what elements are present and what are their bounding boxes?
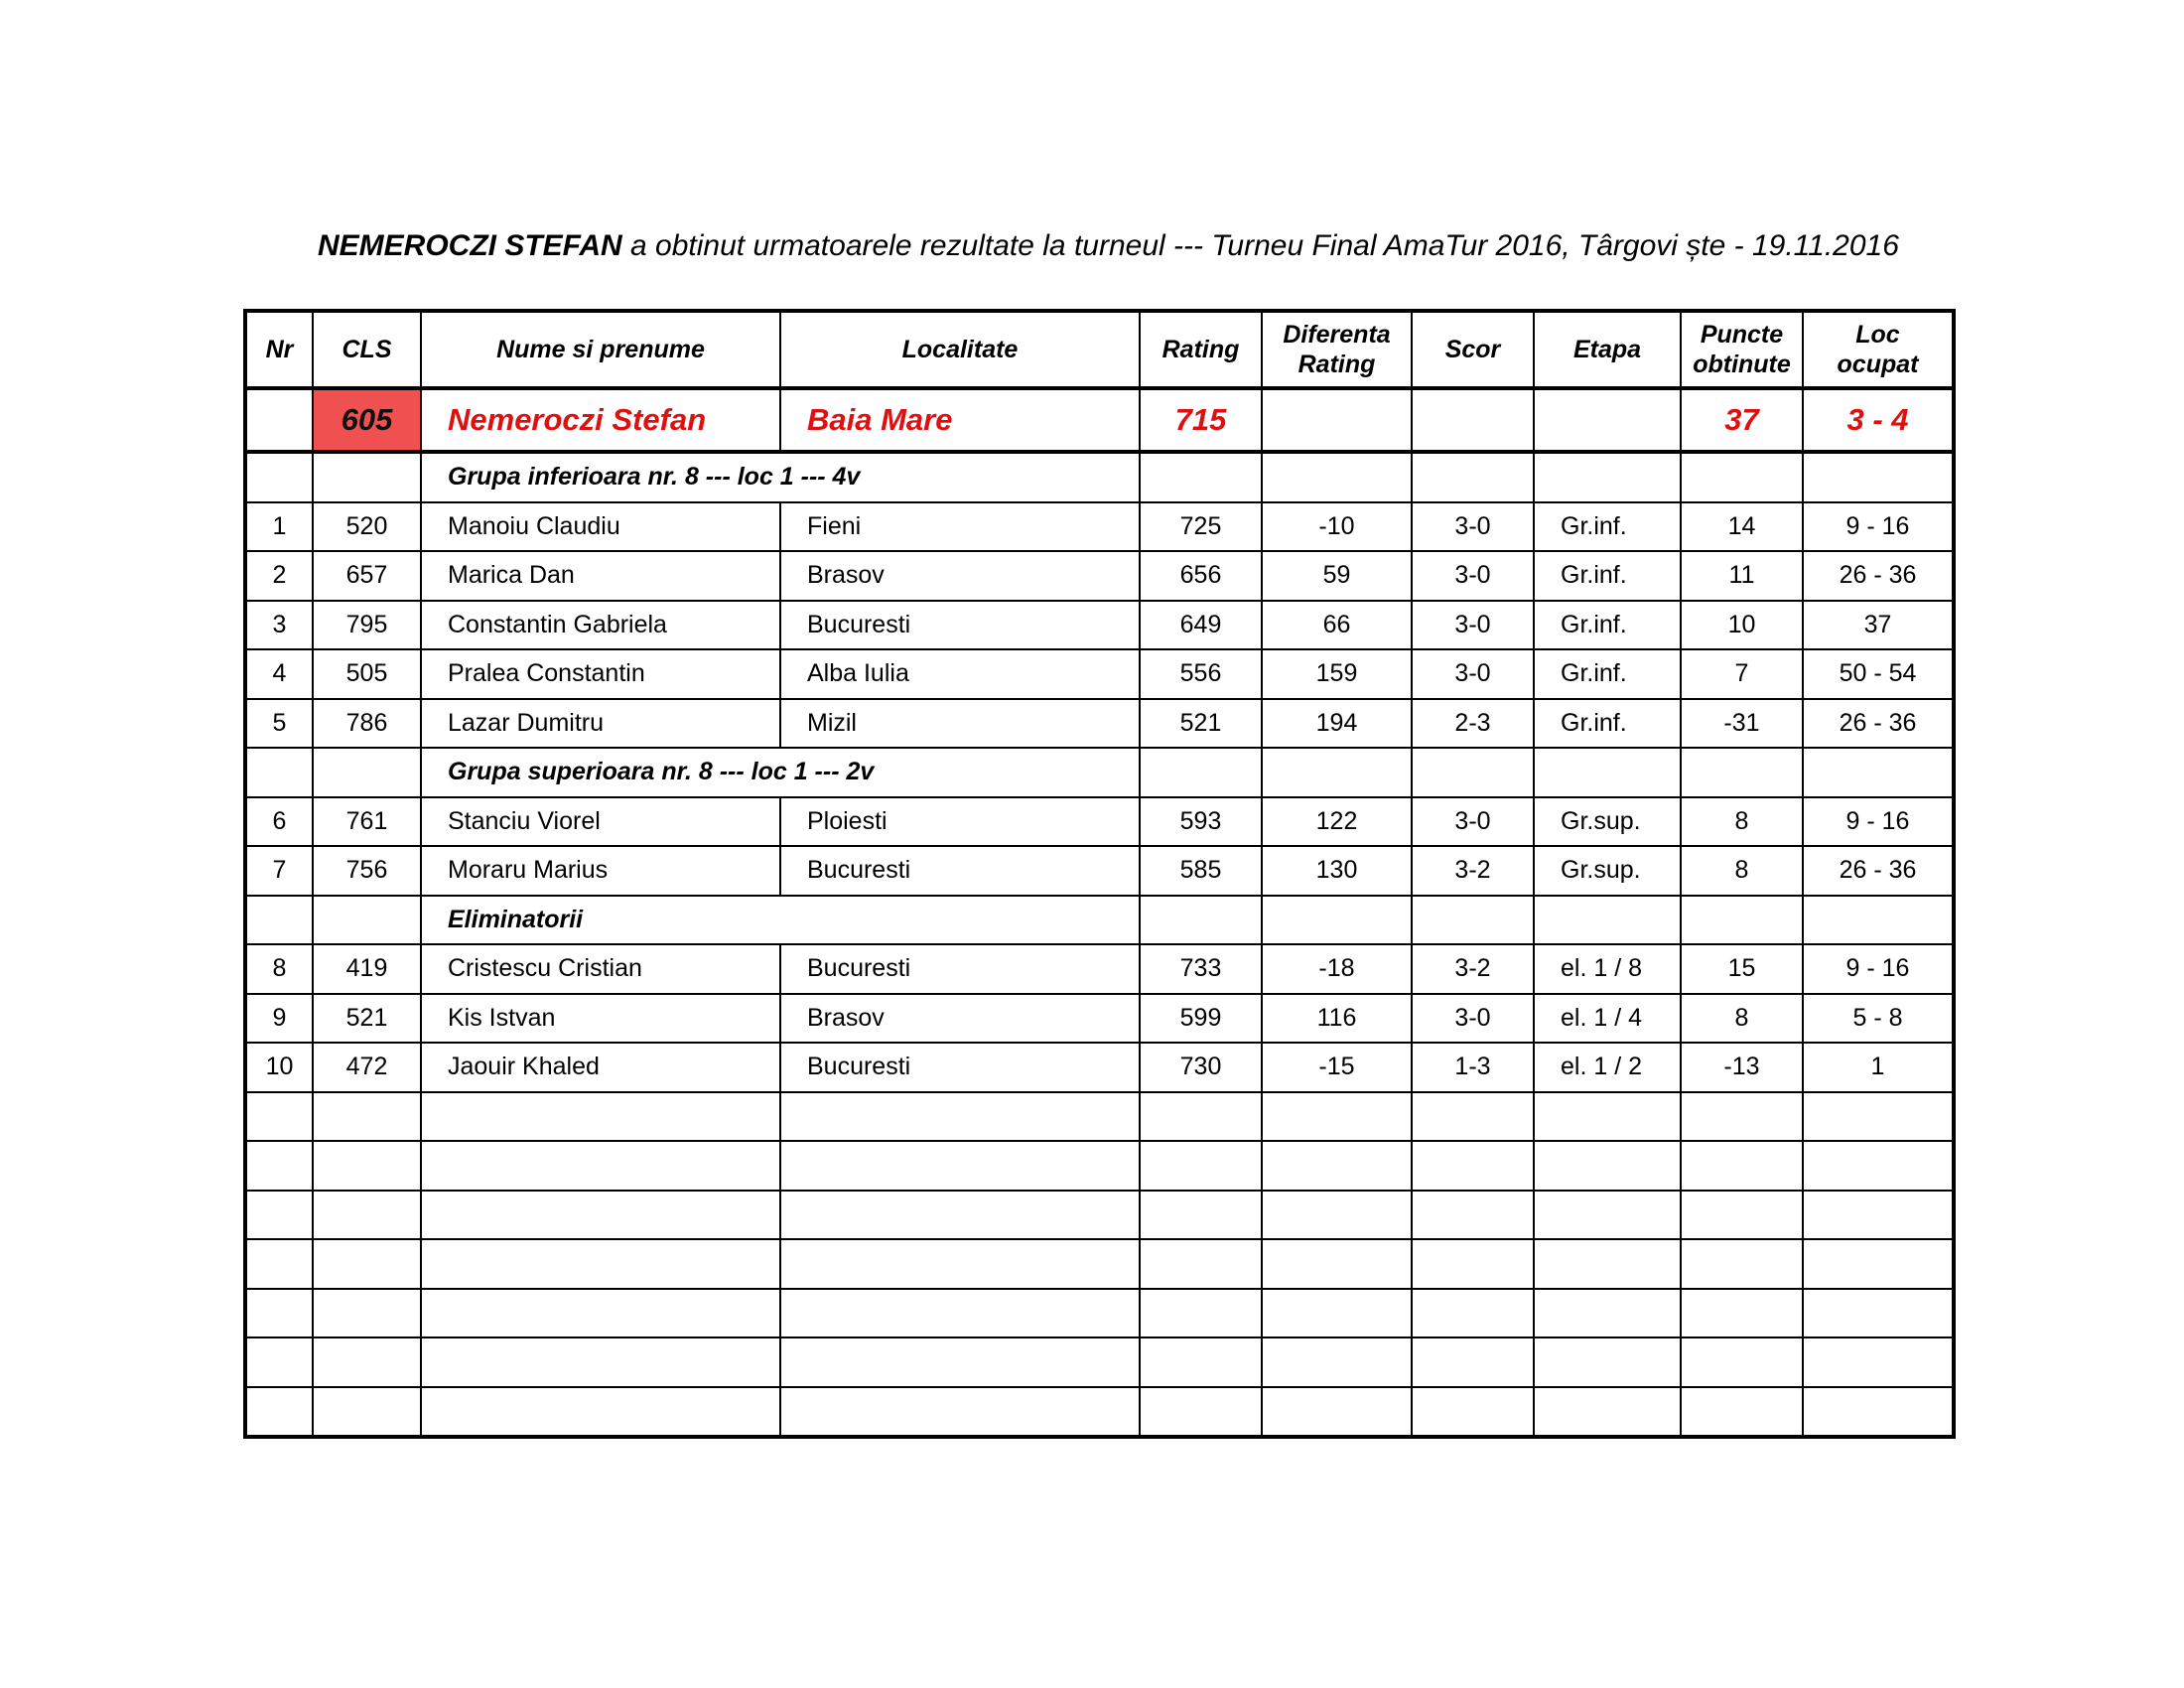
player-place: 3 - 4: [1803, 388, 1954, 452]
cell-locality: Bucuresti: [780, 1043, 1140, 1092]
cell-points: 7: [1681, 649, 1803, 699]
player-nr: [245, 388, 313, 452]
cell-nr: 1: [245, 502, 313, 552]
cell-cls: 505: [313, 649, 421, 699]
cell-place: 26 - 36: [1803, 551, 1954, 601]
empty-cell: [780, 1289, 1140, 1338]
empty-cell: [1681, 896, 1803, 945]
empty-cell: [1412, 1289, 1534, 1338]
cell-diff: 59: [1262, 551, 1412, 601]
cell-nr: 7: [245, 846, 313, 896]
empty-cell: [1681, 1239, 1803, 1289]
empty-cell: [1140, 1191, 1262, 1240]
empty-cell: [1681, 1191, 1803, 1240]
group-label: Grupa inferioara nr. 8 --- loc 1 --- 4v: [421, 452, 1140, 502]
cell-cls: 786: [313, 699, 421, 749]
empty-cell: [1412, 1191, 1534, 1240]
cell-diff: -15: [1262, 1043, 1412, 1092]
empty-cell: [1412, 452, 1534, 502]
cell-score: 3-0: [1412, 994, 1534, 1044]
empty-row: [245, 1092, 1954, 1142]
empty-cell: [1534, 1092, 1681, 1142]
cell-nr: 3: [245, 601, 313, 650]
cell-name: Kis Istvan: [421, 994, 780, 1044]
empty-cell: [1262, 1191, 1412, 1240]
empty-cell: [1681, 748, 1803, 797]
cell-diff: 130: [1262, 846, 1412, 896]
empty-cell: [1534, 1289, 1681, 1338]
cell-nr: 5: [245, 699, 313, 749]
cell-stage: Gr.sup.: [1534, 846, 1681, 896]
table-row: [245, 601, 1954, 650]
cell-locality: Alba Iulia: [780, 649, 1140, 699]
cell-stage: Gr.inf.: [1534, 601, 1681, 650]
cell-nr: 10: [245, 1043, 313, 1092]
header-diff: Diferenta Rating: [1262, 311, 1412, 388]
empty-cell: [780, 1092, 1140, 1142]
header-cls: CLS: [313, 311, 421, 388]
player-rating: 715: [1140, 388, 1262, 452]
player-stage: [1534, 388, 1681, 452]
cell-place: 1: [1803, 1043, 1954, 1092]
cell-cls: 521: [313, 994, 421, 1044]
cell-score: 3-0: [1412, 649, 1534, 699]
empty-cell: [1140, 1289, 1262, 1338]
empty-cell: [245, 1337, 313, 1387]
empty-cell: [313, 452, 421, 502]
cell-cls: 761: [313, 797, 421, 847]
empty-cell: [1681, 452, 1803, 502]
cell-points: 8: [1681, 797, 1803, 847]
cell-score: 3-0: [1412, 551, 1534, 601]
empty-cell: [245, 1191, 313, 1240]
cell-place: 9 - 16: [1803, 502, 1954, 552]
player-locality: Baia Mare: [780, 388, 1140, 452]
cell-cls: 520: [313, 502, 421, 552]
empty-cell: [1412, 896, 1534, 945]
empty-cell: [1262, 1239, 1412, 1289]
empty-cell: [313, 1191, 421, 1240]
player-row: [245, 388, 1954, 452]
cell-cls: 657: [313, 551, 421, 601]
empty-row: [245, 1289, 1954, 1338]
cell-stage: Gr.sup.: [1534, 797, 1681, 847]
results-table: [243, 309, 1956, 1439]
empty-cell: [313, 1239, 421, 1289]
cell-score: 2-3: [1412, 699, 1534, 749]
empty-row: [245, 1141, 1954, 1191]
group-label: Grupa superioara nr. 8 --- loc 1 --- 2v: [421, 748, 1140, 797]
empty-cell: [1803, 748, 1954, 797]
cell-stage: Gr.inf.: [1534, 699, 1681, 749]
cell-stage: Gr.inf.: [1534, 502, 1681, 552]
cell-points: -13: [1681, 1043, 1803, 1092]
empty-cell: [1803, 1092, 1954, 1142]
table-row: [245, 699, 1954, 749]
empty-cell: [1534, 1387, 1681, 1438]
cell-stage: el. 1 / 8: [1534, 944, 1681, 994]
cell-diff: 159: [1262, 649, 1412, 699]
cell-name: Cristescu Cristian: [421, 944, 780, 994]
empty-cell: [1262, 1141, 1412, 1191]
empty-cell: [1681, 1387, 1803, 1438]
header-rating: Rating: [1140, 311, 1262, 388]
cell-points: 15: [1681, 944, 1803, 994]
page-title: [318, 226, 1956, 266]
empty-cell: [421, 1239, 780, 1289]
empty-cell: [1262, 1387, 1412, 1438]
empty-cell: [1412, 1387, 1534, 1438]
cell-name: Constantin Gabriela: [421, 601, 780, 650]
cell-place: 9 - 16: [1803, 944, 1954, 994]
empty-cell: [780, 1239, 1140, 1289]
cell-diff: 116: [1262, 994, 1412, 1044]
empty-cell: [1412, 748, 1534, 797]
cell-cls: 795: [313, 601, 421, 650]
empty-cell: [1803, 1141, 1954, 1191]
cell-rating: 521: [1140, 699, 1262, 749]
empty-cell: [1803, 1337, 1954, 1387]
empty-cell: [313, 1337, 421, 1387]
cell-stage: Gr.inf.: [1534, 649, 1681, 699]
cell-rating: 593: [1140, 797, 1262, 847]
table-row: [245, 551, 1954, 601]
cell-score: 3-2: [1412, 846, 1534, 896]
cell-nr: 9: [245, 994, 313, 1044]
empty-cell: [780, 1191, 1140, 1240]
player-points: 37: [1681, 388, 1803, 452]
empty-cell: [1681, 1289, 1803, 1338]
empty-cell: [1803, 452, 1954, 502]
empty-cell: [245, 452, 313, 502]
cell-rating: 733: [1140, 944, 1262, 994]
empty-cell: [780, 1141, 1140, 1191]
table-row: [245, 797, 1954, 847]
cell-place: 37: [1803, 601, 1954, 650]
empty-cell: [1412, 1239, 1534, 1289]
empty-cell: [1534, 1141, 1681, 1191]
empty-cell: [1803, 1387, 1954, 1438]
empty-cell: [1140, 1337, 1262, 1387]
table-row: [245, 994, 1954, 1044]
cell-points: 8: [1681, 846, 1803, 896]
empty-cell: [1262, 452, 1412, 502]
cell-locality: Bucuresti: [780, 601, 1140, 650]
empty-cell: [1140, 1092, 1262, 1142]
empty-cell: [313, 748, 421, 797]
empty-cell: [1140, 1387, 1262, 1438]
cell-locality: Brasov: [780, 551, 1140, 601]
cell-locality: Ploiesti: [780, 797, 1140, 847]
cell-locality: Bucuresti: [780, 944, 1140, 994]
cell-nr: 4: [245, 649, 313, 699]
cell-rating: 556: [1140, 649, 1262, 699]
cell-rating: 599: [1140, 994, 1262, 1044]
cell-rating: 649: [1140, 601, 1262, 650]
cell-name: Pralea Constantin: [421, 649, 780, 699]
cell-place: 26 - 36: [1803, 846, 1954, 896]
table-row: [245, 846, 1954, 896]
empty-cell: [1681, 1141, 1803, 1191]
cell-score: 3-2: [1412, 944, 1534, 994]
empty-cell: [245, 1387, 313, 1438]
cell-name: Marica Dan: [421, 551, 780, 601]
empty-cell: [1534, 896, 1681, 945]
empty-cell: [1412, 1337, 1534, 1387]
cell-score: 1-3: [1412, 1043, 1534, 1092]
cell-name: Stanciu Viorel: [421, 797, 780, 847]
empty-cell: [421, 1191, 780, 1240]
empty-cell: [1681, 1092, 1803, 1142]
cell-nr: 8: [245, 944, 313, 994]
header-points: Puncte obtinute: [1681, 311, 1803, 388]
empty-cell: [313, 896, 421, 945]
cell-rating: 585: [1140, 846, 1262, 896]
empty-cell: [245, 1092, 313, 1142]
header-locality: Localitate: [780, 311, 1140, 388]
empty-cell: [1140, 452, 1262, 502]
empty-cell: [1412, 1141, 1534, 1191]
empty-cell: [1803, 896, 1954, 945]
empty-cell: [421, 1387, 780, 1438]
table-row: [245, 649, 1954, 699]
cell-diff: 122: [1262, 797, 1412, 847]
empty-cell: [313, 1141, 421, 1191]
player-cls: 605: [313, 388, 421, 452]
cell-place: 50 - 54: [1803, 649, 1954, 699]
cell-cls: 756: [313, 846, 421, 896]
cell-name: Lazar Dumitru: [421, 699, 780, 749]
header-nr: Nr: [245, 311, 313, 388]
cell-points: 8: [1681, 994, 1803, 1044]
empty-cell: [421, 1141, 780, 1191]
empty-cell: [245, 1289, 313, 1338]
table-row: [245, 944, 1954, 994]
empty-cell: [1262, 748, 1412, 797]
group-label: Eliminatorii: [421, 896, 1140, 945]
cell-locality: Mizil: [780, 699, 1140, 749]
cell-points: 10: [1681, 601, 1803, 650]
empty-cell: [313, 1387, 421, 1438]
cell-rating: 730: [1140, 1043, 1262, 1092]
player-name: Nemeroczi Stefan: [421, 388, 780, 452]
cell-nr: 6: [245, 797, 313, 847]
cell-rating: 656: [1140, 551, 1262, 601]
cell-diff: 66: [1262, 601, 1412, 650]
table-row: [245, 1043, 1954, 1092]
empty-cell: [1803, 1191, 1954, 1240]
empty-cell: [1262, 1337, 1412, 1387]
empty-cell: [780, 1387, 1140, 1438]
empty-cell: [1262, 1289, 1412, 1338]
empty-cell: [245, 896, 313, 945]
cell-points: 11: [1681, 551, 1803, 601]
empty-cell: [1412, 1092, 1534, 1142]
empty-cell: [1140, 1141, 1262, 1191]
cell-name: Manoiu Claudiu: [421, 502, 780, 552]
empty-cell: [1262, 1092, 1412, 1142]
empty-cell: [1534, 1239, 1681, 1289]
cell-diff: -18: [1262, 944, 1412, 994]
cell-stage: el. 1 / 2: [1534, 1043, 1681, 1092]
cell-points: 14: [1681, 502, 1803, 552]
empty-cell: [1534, 1191, 1681, 1240]
header-score: Scor: [1412, 311, 1534, 388]
header-place: Loc ocupat: [1803, 311, 1954, 388]
cell-diff: 194: [1262, 699, 1412, 749]
table-row: [245, 502, 1954, 552]
title-text: a obtinut urmatoarele rezultate la turneul --- Turneu Final AmaTur 2016, Târgovi ște - 19.11.2016: [621, 229, 1899, 262]
cell-points: -31: [1681, 699, 1803, 749]
empty-cell: [313, 1289, 421, 1338]
empty-cell: [245, 748, 313, 797]
empty-cell: [1681, 1337, 1803, 1387]
cell-locality: Fieni: [780, 502, 1140, 552]
title-player-name: NEMEROCZI STEFAN: [318, 229, 622, 262]
cell-score: 3-0: [1412, 601, 1534, 650]
empty-row: [245, 1387, 1954, 1438]
cell-locality: Brasov: [780, 994, 1140, 1044]
empty-cell: [245, 1141, 313, 1191]
empty-cell: [1534, 1337, 1681, 1387]
group-header-row: [245, 896, 1954, 945]
cell-stage: el. 1 / 4: [1534, 994, 1681, 1044]
empty-row: [245, 1239, 1954, 1289]
header-stage: Etapa: [1534, 311, 1681, 388]
empty-cell: [1534, 452, 1681, 502]
cell-name: Jaouir Khaled: [421, 1043, 780, 1092]
empty-cell: [1803, 1239, 1954, 1289]
player-diff: [1262, 388, 1412, 452]
empty-cell: [1262, 896, 1412, 945]
empty-row: [245, 1337, 1954, 1387]
cell-cls: 419: [313, 944, 421, 994]
cell-rating: 725: [1140, 502, 1262, 552]
empty-cell: [1140, 1239, 1262, 1289]
cell-score: 3-0: [1412, 502, 1534, 552]
table-header-row: [245, 311, 1954, 388]
cell-place: 9 - 16: [1803, 797, 1954, 847]
player-score: [1412, 388, 1534, 452]
group-header-row: [245, 748, 1954, 797]
empty-cell: [245, 1239, 313, 1289]
empty-cell: [421, 1092, 780, 1142]
cell-cls: 472: [313, 1043, 421, 1092]
empty-cell: [780, 1337, 1140, 1387]
cell-diff: -10: [1262, 502, 1412, 552]
empty-cell: [421, 1289, 780, 1338]
cell-stage: Gr.inf.: [1534, 551, 1681, 601]
group-header-row: [245, 452, 1954, 502]
empty-cell: [313, 1092, 421, 1142]
empty-cell: [1534, 748, 1681, 797]
empty-cell: [1140, 896, 1262, 945]
empty-cell: [1140, 748, 1262, 797]
cell-nr: 2: [245, 551, 313, 601]
cell-locality: Bucuresti: [780, 846, 1140, 896]
cell-name: Moraru Marius: [421, 846, 780, 896]
empty-cell: [421, 1337, 780, 1387]
empty-row: [245, 1191, 1954, 1240]
empty-cell: [1803, 1289, 1954, 1338]
cell-place: 5 - 8: [1803, 994, 1954, 1044]
header-name: Nume si prenume: [421, 311, 780, 388]
cell-place: 26 - 36: [1803, 699, 1954, 749]
cell-score: 3-0: [1412, 797, 1534, 847]
